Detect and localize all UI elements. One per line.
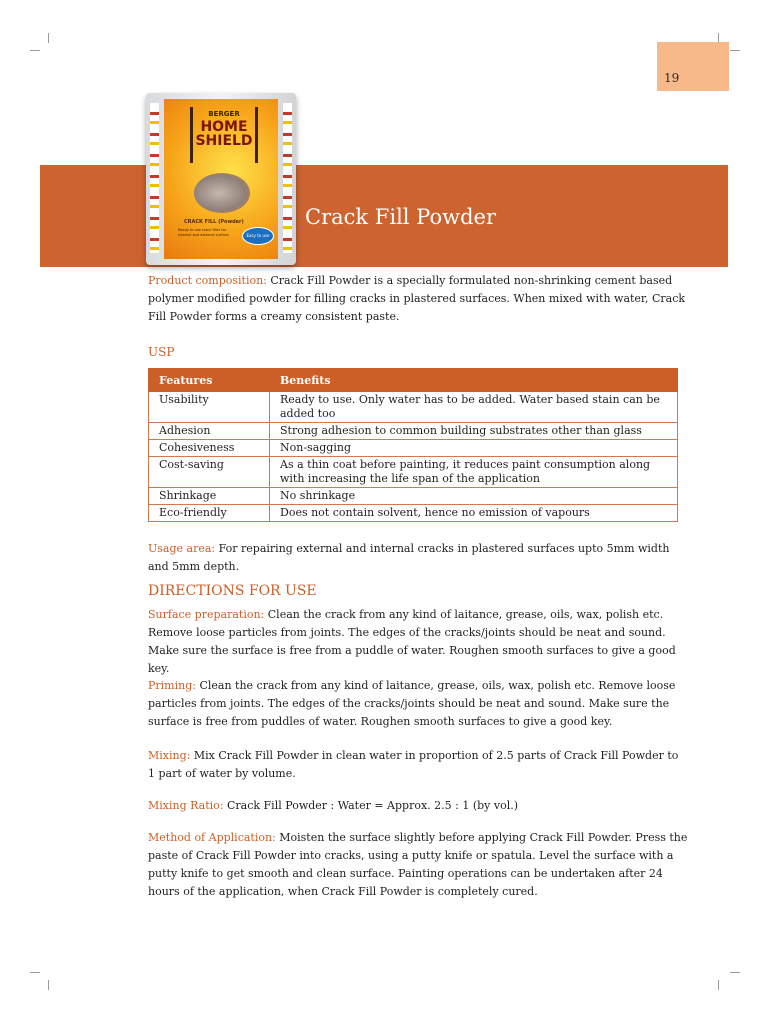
- logo-brand: BERGER: [208, 110, 240, 118]
- header-benefits: Benefits: [270, 369, 678, 392]
- ratio-text: Crack Fill Powder : Water = Approx. 2.5 : 1 (by vol.): [223, 799, 519, 812]
- mixing-text: Mix Crack Fill Powder in clean water in proportion of 2.5 parts of Crack Fill Powder to 1 part of water by volume.: [148, 749, 679, 780]
- benefit-cell: No shrinkage: [270, 488, 678, 505]
- brand-logo: [190, 107, 258, 163]
- method-text: Moisten the surface slightly before applying Crack Fill Powder. Press the paste of Crack Fill Powder into cracks, using a putty knife or spatula. Level the surface with a putty knife to get smooth and clean surface. Painting operations can be undertaken after 24 hours of the application, when Crack Fill Powder is completely cured.: [148, 831, 688, 898]
- priming-label: Priming:: [148, 679, 196, 692]
- table-row: [149, 505, 678, 522]
- feature-cell: Usability: [149, 392, 270, 423]
- method-paragraph: [148, 829, 688, 901]
- mixing-paragraph: [148, 747, 688, 783]
- crop-mark: [30, 50, 40, 51]
- crop-mark: [718, 980, 719, 990]
- method-label: Method of Application:: [148, 831, 276, 844]
- package-side-strip: [150, 103, 159, 253]
- ratio-paragraph: [148, 797, 688, 815]
- table-header-row: [149, 369, 678, 392]
- package-front: [164, 99, 278, 259]
- package-badge: Easy to use: [242, 227, 274, 245]
- benefit-cell: Does not contain solvent, hence no emission of vapours: [270, 505, 678, 522]
- feature-cell: Cost-saving: [149, 457, 270, 488]
- composition-label: Product composition:: [148, 274, 267, 287]
- surface-text: Clean the crack from any kind of laitance, grease, oils, wax, polish etc. Remove loose particles from joints. The edges of the cracks/joints should be neat and sound. Make sure the surface is free from a puddle of water. Roughen smooth surfaces to give a good key.: [148, 608, 676, 675]
- logo-line-2: SHIELD: [195, 133, 253, 149]
- directions-heading: DIRECTIONS FOR USE: [148, 583, 317, 599]
- usage-paragraph: [148, 540, 688, 576]
- crop-mark: [30, 972, 40, 973]
- page-number: 19: [664, 71, 680, 85]
- feature-cell: Shrinkage: [149, 488, 270, 505]
- crop-mark: [730, 50, 740, 51]
- package-description: Ready to use crack filler for internal and external surface: [178, 228, 229, 237]
- benefit-cell: Strong adhesion to common building substrates other than glass: [270, 423, 678, 440]
- hand-filling-crack-image: [194, 173, 250, 213]
- surface-label: Surface preparation:: [148, 608, 265, 621]
- usage-text: For repairing external and internal cracks in plastered surfaces upto 5mm width and 5mm depth.: [148, 542, 670, 573]
- composition-text: Crack Fill Powder is a specially formulated non-shrinking cement based polymer modified powder for filling cracks in plastered surfaces. When mixed with water, Crack Fill Powder forms a creamy consistent paste.: [148, 274, 686, 323]
- package-side-strip: [283, 103, 292, 253]
- package-product-name: CRACK FILL (Powder): [184, 219, 244, 225]
- table-row: [149, 392, 678, 423]
- crop-mark: [48, 33, 49, 43]
- ratio-label: Mixing Ratio:: [148, 799, 224, 812]
- table-row: [149, 457, 678, 488]
- table-row: [149, 440, 678, 457]
- feature-cell: Adhesion: [149, 423, 270, 440]
- table-row: [149, 488, 678, 505]
- benefit-cell: Non-sagging: [270, 440, 678, 457]
- page-title: Crack Fill Powder: [305, 205, 496, 229]
- benefit-cell: Ready to use. Only water has to be added. Water based stain can be added too: [270, 392, 678, 423]
- table-row: [149, 423, 678, 440]
- crop-mark: [730, 972, 740, 973]
- usp-heading: USP: [148, 345, 175, 359]
- logo-line-1: HOME: [200, 119, 248, 135]
- crop-mark: [48, 980, 49, 990]
- benefit-cell: As a thin coat before painting, it reduces paint consumption along with increasing the life span of the application: [270, 457, 678, 488]
- usage-label: Usage area:: [148, 542, 216, 555]
- header-features: Features: [149, 369, 270, 392]
- surface-paragraph: [148, 606, 688, 678]
- mixing-label: Mixing:: [148, 749, 191, 762]
- usp-table: [148, 368, 678, 522]
- feature-cell: Cohesiveness: [149, 440, 270, 457]
- composition-paragraph: [148, 272, 688, 326]
- priming-text: Clean the crack from any kind of laitance, grease, oils, wax, polish etc. Remove loose particles from joints. The edges of the cracks/joints should be neat and sound. Make sure the surface is free from puddles of water. Roughen smooth surfaces to give a good key.: [148, 679, 676, 728]
- feature-cell: Eco-friendly: [149, 505, 270, 522]
- product-package-image: [146, 93, 296, 265]
- priming-paragraph: [148, 677, 688, 731]
